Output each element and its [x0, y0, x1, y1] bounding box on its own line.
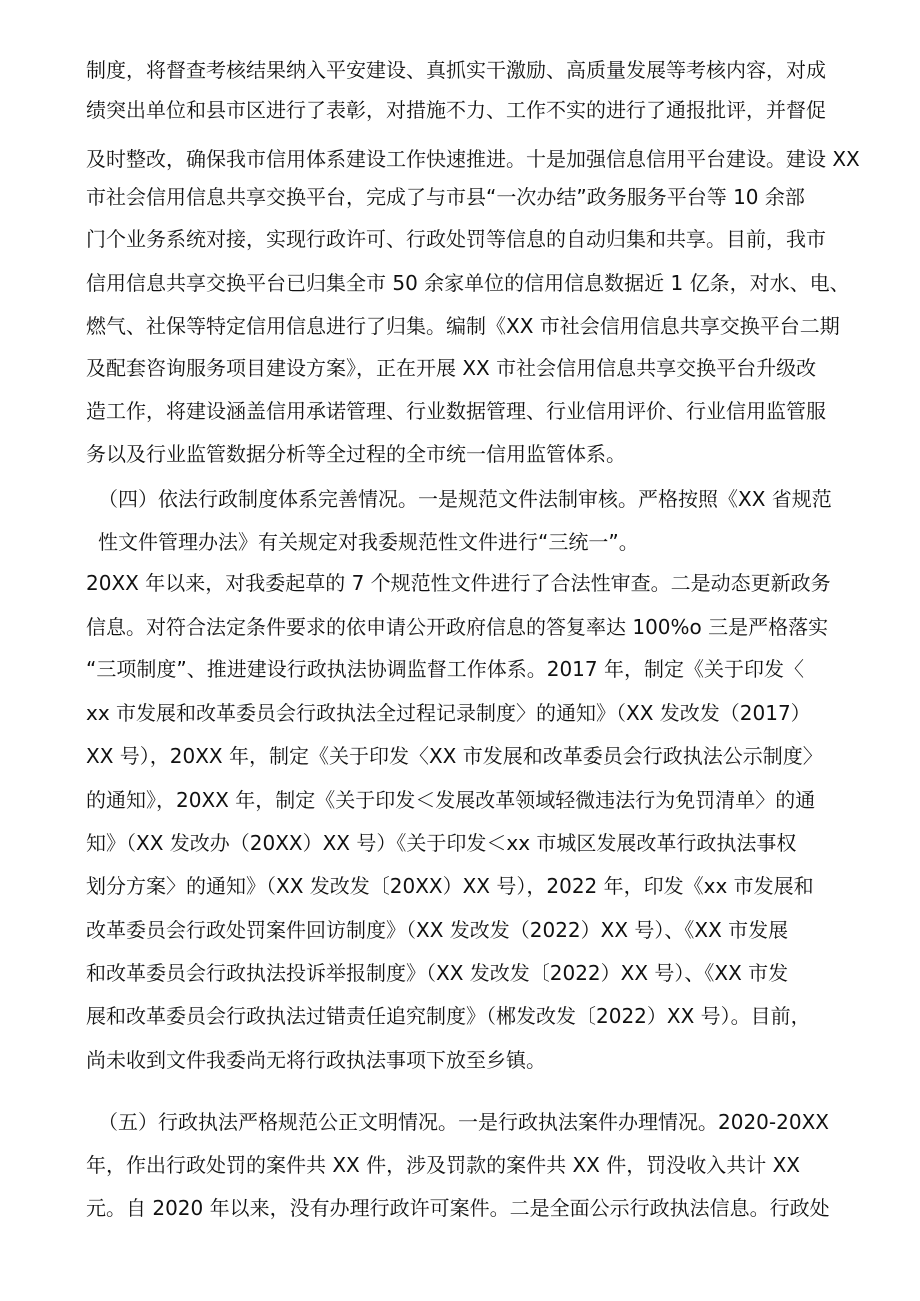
text-line: 燃气、社保等特定信用信息进行了归集。编制《XX 市社会信用信息共享交换平台二期 [86, 314, 840, 338]
text-line: 务以及行业监管数据分析等全过程的全市统一信用监管体系。 [86, 442, 626, 466]
text-line: 造工作，将建设涵盖信用承诺管理、行业数据管理、行业信用评价、行业信用监管服 [86, 399, 826, 423]
text-line: 绩突出单位和县市区进行了表彰，对措施不力、工作不实的进行了通报批评，并督促 [86, 98, 826, 122]
text-line: 及时整改，确保我市信用体系建设工作快速推进。十是加强信息信用平台建设。建设 XX [86, 147, 860, 171]
section-heading-line: （四）依法行政制度体系完善情况。一是规范文件法制审核。严格按照《XX 省规范 [98, 487, 832, 511]
text-line: xx 市发展和改革委员会行政执法全过程记录制度〉的通知》（XX 发改发（2017） [86, 701, 811, 725]
text-line: 的通知》，20XX 年，制定《关于印发＜发展改革领域轻微违法行为免罚清单〉的通 [86, 788, 816, 812]
text-line: 市社会信用信息共享交换平台，完成了与市县“一次办结”政务服务平台等 10 余部 [86, 185, 805, 209]
text-line: 改革委员会行政处罚案件回访制度》（XX 发改发（2022）XX 号）、《XX 市发展 [86, 918, 789, 942]
text-line: 知》（XX 发改办（20XX）XX 号）《关于印发＜xx 市城区发展改革行政执法事权 [86, 831, 797, 855]
text-line: 及配套咨询服务项目建设方案》，正在开展 XX 市社会信用信息共享交换平台升级改 [86, 356, 817, 380]
text-line: 尚未收到文件我委尚无将行政执法事项下放至乡镇。 [86, 1048, 546, 1072]
text-line: 性文件管理办法》有关规定对我委规范性文件进行“三统一”。 [98, 530, 639, 554]
text-line: 门个业务系统对接，实现行政许可、行政处罚等信息的自动归集和共享。目前，我市 [86, 227, 826, 251]
text-line: 元。自 2020 年以来，没有办理行政许可案件。二是全面公示行政执法信息。行政处 [86, 1196, 830, 1220]
section-heading-line: （五）行政执法严格规范公正文明情况。一是行政执法案件办理情况。2020-20XX [98, 1110, 829, 1134]
text-line: 信用信息共享交换平台已归集全市 50 余家单位的信用信息数据近 1 亿条，对水、电、 [86, 271, 850, 295]
text-line: 和改革委员会行政执法投诉举报制度》（XX 发改发〔2022）XX 号）、《XX 市发 [86, 961, 789, 985]
text-line: 展和改革委员会行政执法过错责任追究制度》（郴发改发〔2022）XX 号）。目前， [86, 1004, 811, 1028]
text-line: 划分方案〉的通知》（XX 发改发〔20XX）XX 号），2022 年，印发《xx 市发展和 [86, 874, 814, 898]
text-line: “三项制度”、推进建设行政执法协调监督工作体系。2017 年，制定《关于印发〈 [86, 657, 804, 681]
text-line: XX 号），20XX 年，制定《关于印发〈XX 市发展和改革委员会行政执法公示制度〉 [86, 744, 823, 768]
text-line: 信息。对符合法定条件要求的依申请公开政府信息的答复率达 100%o 三是严格落实 [86, 615, 829, 639]
text-line: 20XX 年以来，对我委起草的 7 个规范性文件进行了合法性审查。二是动态更新政务 [86, 571, 831, 595]
text-line: 年，作出行政处罚的案件共 XX 件，涉及罚款的案件共 XX 件，罚没收入共计 XX [86, 1153, 800, 1177]
text-line: 制度，将督查考核结果纳入平安建设、真抓实干激励、高质量发展等考核内容，对成 [86, 58, 826, 82]
